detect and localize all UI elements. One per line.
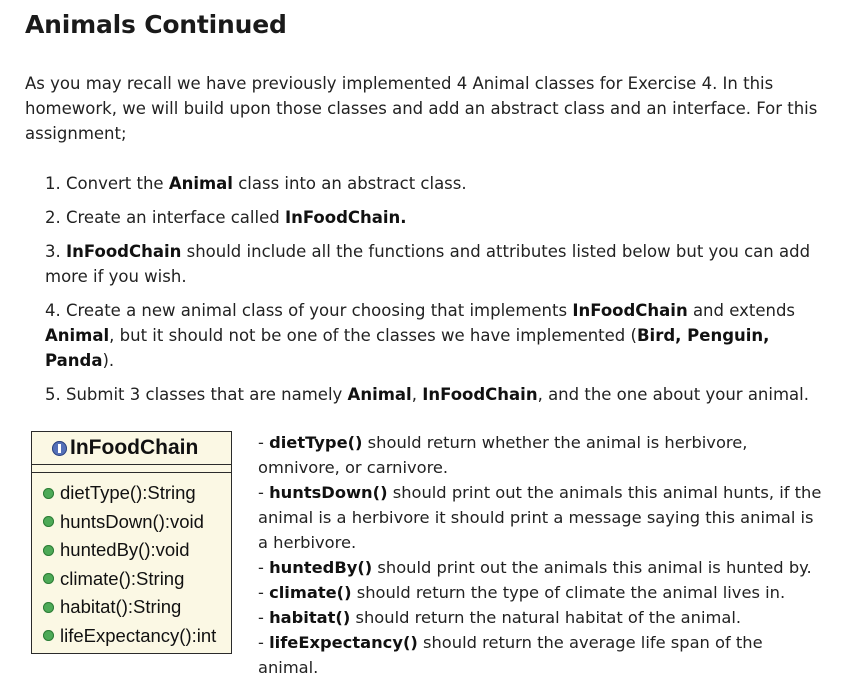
step-item: 3. InFoodChain should include all the functions and attributes listed below but you can add more if you wish.: [45, 242, 811, 286]
uml-method: habitat():String: [43, 593, 231, 622]
step-item: 1. Convert the Animal class into an abstract class.: [45, 174, 467, 193]
method-dot-icon: [43, 545, 54, 556]
steps-list: [45, 171, 835, 416]
uml-interface-box: [31, 431, 232, 654]
method-description: - lifeExpectancy() should return the average life span of the animal.: [258, 633, 763, 677]
uml-title: InFoodChain: [70, 436, 199, 459]
page-title: Animals Continued: [25, 10, 287, 39]
uml-method: huntsDown():void: [43, 508, 231, 537]
method-dot-icon: [43, 516, 54, 527]
method-description: - huntedBy() should print out the animals this animal is hunted by.: [258, 558, 812, 577]
uml-method: dietType():String: [43, 479, 231, 508]
intro-paragraph: As you may recall we have previously implemented 4 Animal classes for Exercise 4. In this homework, we will build upon those classes and add an abstract class and an interface. For this assignment;: [25, 74, 818, 143]
uml-method: lifeExpectancy():int: [43, 622, 231, 651]
method-description: - climate() should return the type of climate the animal lives in.: [258, 583, 786, 602]
step-item: 2. Create an interface called InFoodChain.: [45, 208, 407, 227]
method-dot-icon: [43, 573, 54, 584]
method-description: - habitat() should return the natural habitat of the animal.: [258, 608, 742, 627]
interface-icon: [52, 441, 67, 456]
uml-methods: [32, 473, 231, 650]
step-item: 4. Create a new animal class of your choosing that implements InFoodChain and extends Animal, but it should not be one of the classes we have implemented (Bird, Penguin, Panda).: [45, 301, 796, 370]
method-description: - huntsDown() should print out the animals this animal hunts, if the animal is a herbivore it should print a message saying this animal is a herbivore.: [258, 483, 822, 552]
method-descriptions: [258, 430, 828, 680]
method-dot-icon: [43, 602, 54, 613]
uml-attributes-section: [32, 465, 231, 473]
uml-method: huntedBy():void: [43, 536, 231, 565]
method-dot-icon: [43, 630, 54, 641]
method-description: - dietType() should return whether the animal is herbivore, omnivore, or carnivore.: [258, 433, 748, 477]
step-item: 5. Submit 3 classes that are namely Animal, InFoodChain, and the one about your animal.: [45, 385, 809, 404]
uml-header: [32, 432, 231, 465]
method-dot-icon: [43, 488, 54, 499]
uml-method: climate():String: [43, 565, 231, 594]
